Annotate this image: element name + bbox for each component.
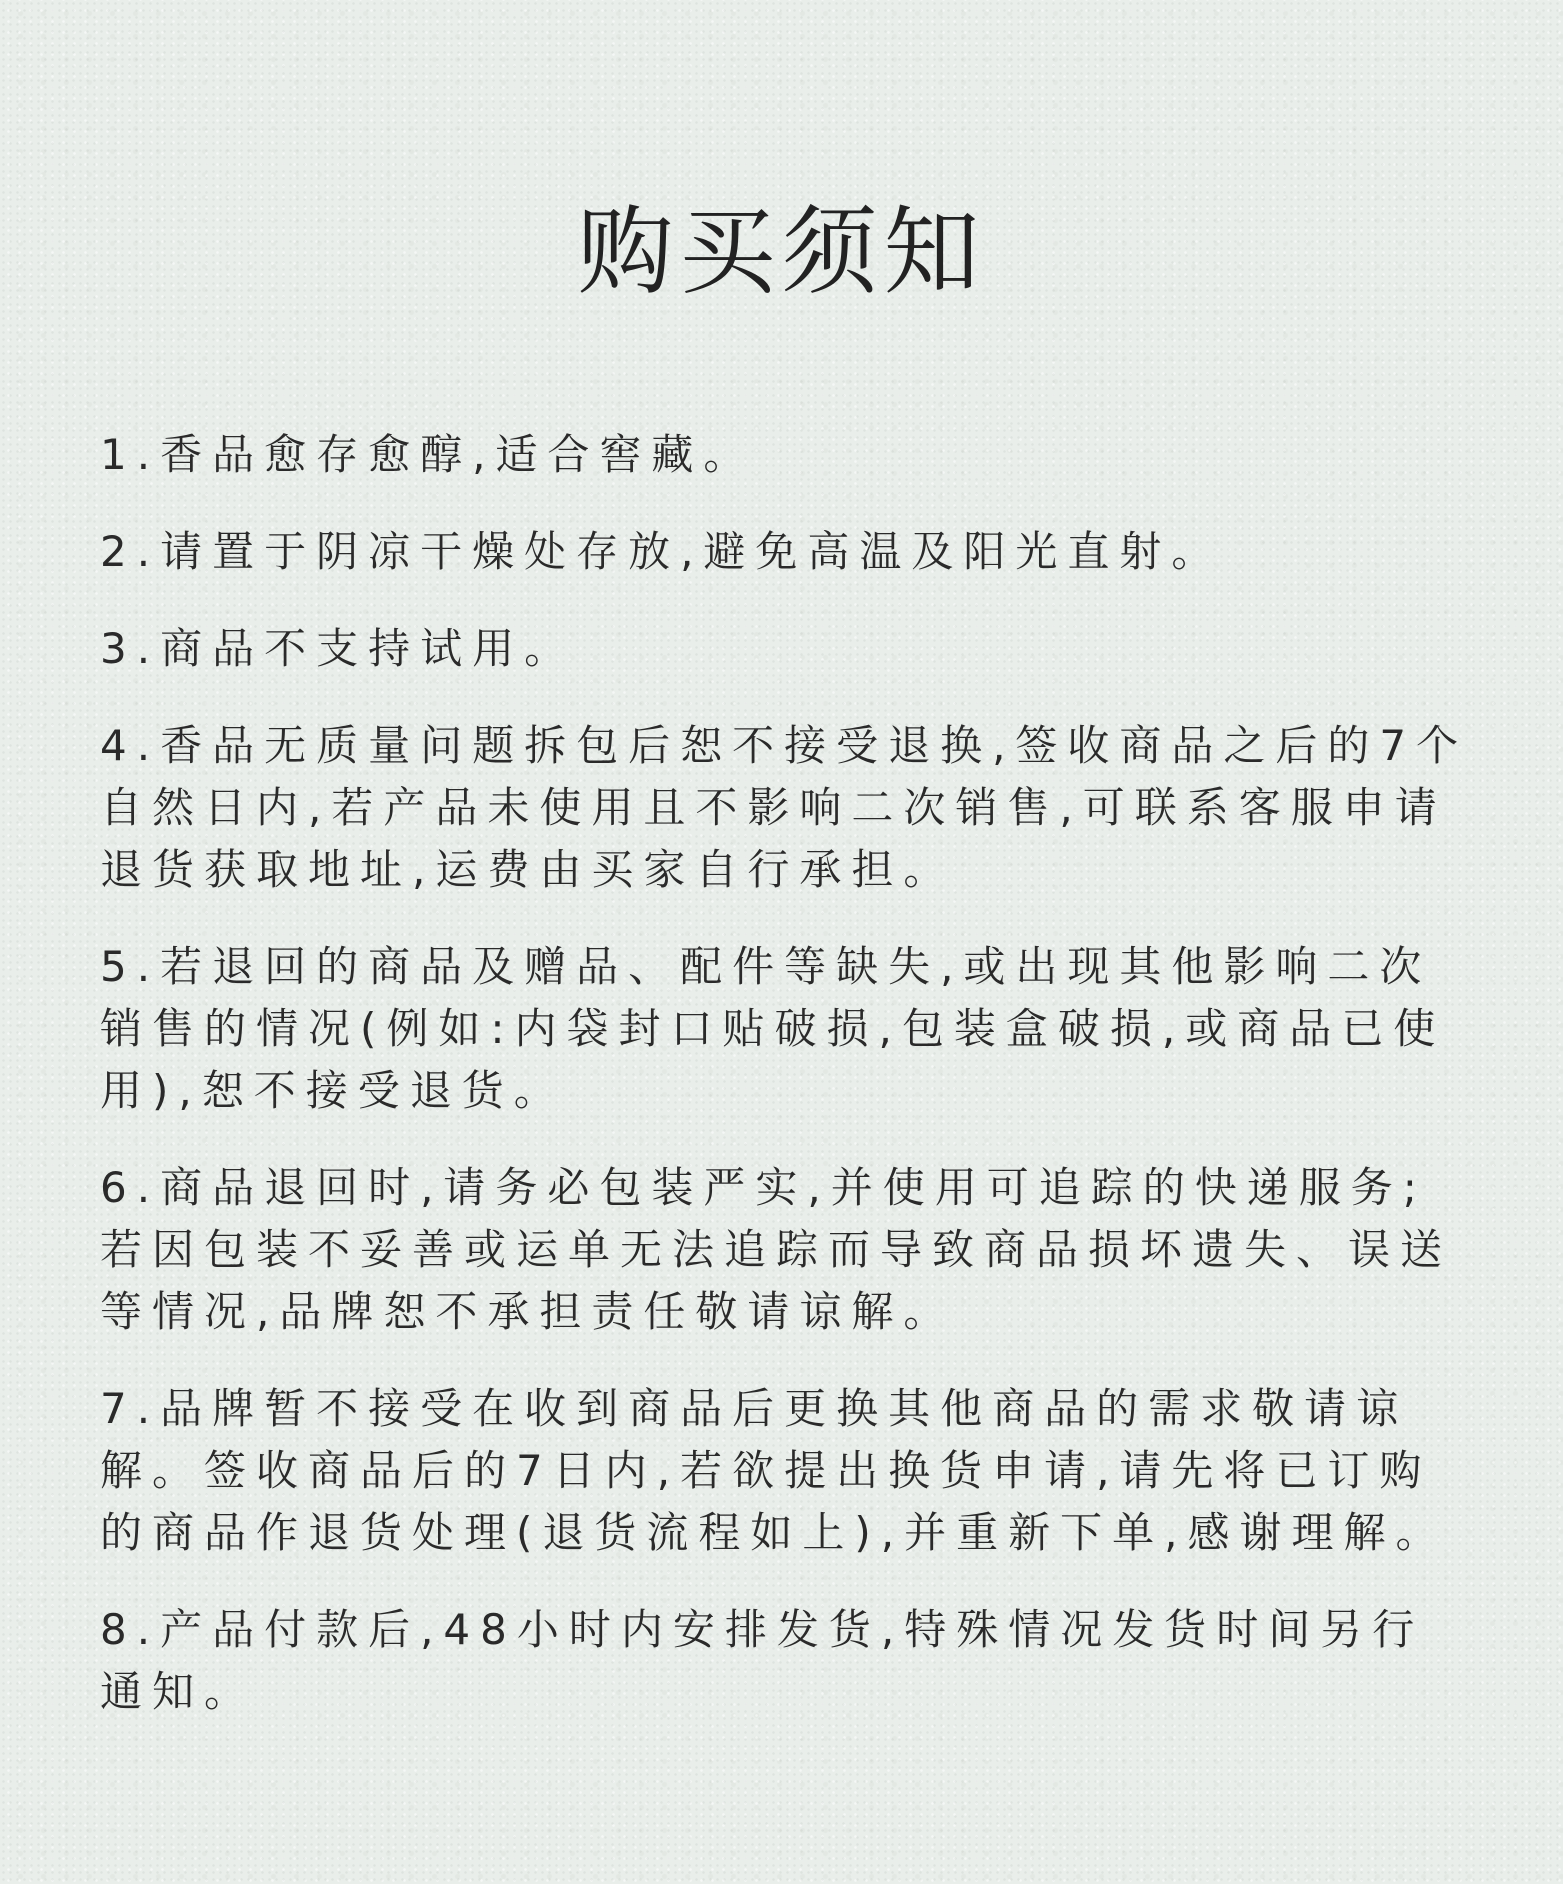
notice-item-4: 4.香品无质量问题拆包后恕不接受退换,签收商品之后的7个自然日内,若产品未使用且不影响二次销售,可联系客服申请退货获取地址,运费由买家自行承担。: [100, 721, 1469, 894]
notice-list: [100, 424, 1470, 1758]
page-title: 购买须知: [577, 196, 986, 308]
notice-item-5: 5.若退回的商品及赠品、配件等缺失,或出现其他影响二次销售的情况(例如:内袋封口贴破损,包装盒破损,或商品已使用),恕不接受退货。: [100, 942, 1446, 1115]
notice-item-3: 3.商品不支持试用。: [100, 624, 577, 673]
notice-item-8: 8.产品付款后,48小时内安排发货,特殊情况发货时间另行通知。: [100, 1605, 1425, 1716]
notice-item-7: 7.品牌暂不接受在收到商品后更换其他商品的需求敬请谅解。签收商品后的7日内,若欲提出换货申请,请先将已订购的商品作退货处理(退货流程如上),并重新下单,感谢理解。: [100, 1384, 1448, 1557]
notice-item-2: 2.请置于阴凉干燥处存放,避免高温及阳光直射。: [100, 527, 1224, 576]
notice-item-6: 6.商品退回时,请务必包装严实,并使用可追踪的快递服务;若因包装不妥善或运单无法追踪而导致商品损坏遗失、误送等情况,品牌恕不承担责任敬请谅解。: [100, 1163, 1453, 1336]
notice-item-1: 1.香品愈存愈醇,适合窖藏。: [100, 430, 756, 479]
